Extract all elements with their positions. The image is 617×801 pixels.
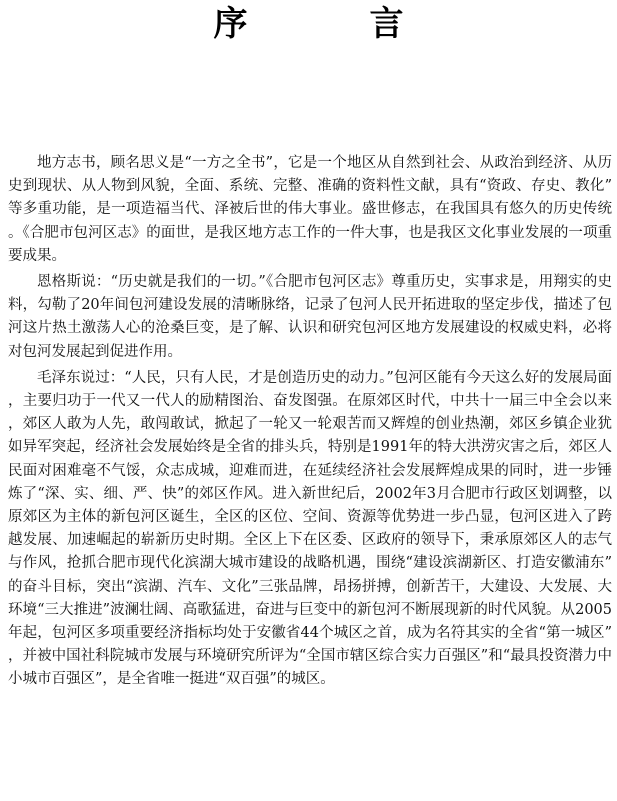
page-title: 序 言 (213, 4, 448, 44)
paragraph-3: 毛泽东说过：“人民，只有人民，才是创造历史的动力。”包河区能有今天这么好的发展局面，主要归功于一代又一代人的励精图治、奋发图强。在原郊区时代，中共十一届三中全会以来，郊区人敢为人先，敢闯敢试，掀起了一轮又一轮艰苦而又辉煌的创业热潮，郊区乡镇企业犹如异军突起，经济社会发展始终是全省的排头兵，特别是1991年的特大洪涝灾害之后，郊区人民面对困难毫不气馁，众志成城，迎难而进，在延续经济社会发展辉煌成果的同时，进一步锤炼了“深、实、细、严、快”的郊区作风。进入新世纪后，2002年3月合肥市行政区划调整，以原郊区为主体的新包河区诞生，全区的区位、空间、资源等优势进一步凸显，包河区进入了跨越发展、加速崛起的崭新历史时期。全区上下在区委、区政府的领导下，秉承原郊区人的志气与作风，抢抓合肥市现代化滨湖大城市建设的战略机遇，围绕“建设滨湖新区、打造安徽浦东”的奋斗目标，突出“滨湖、汽车、文化”三张品牌，昂扬拼搏，创新苦干，大建设、大发展、大环境“三大推进”波澜壮阔、高歌猛进，奋进与巨变中的新包河不断展现新的时代风貌。从2005年起，包河区多项重要经济指标均处于安徽省44个城区之首，成为名符其实的全省“第一城区”，并被中国社科院城市发展与环境研究所评为“全国市辖区综合实力百强区”和“最具投资潜力中小城市百强区”，是全省唯一挺进“双百强”的城区。 (8, 369, 612, 688)
paragraph-1: 地方志书，顾名思义是“一方之全书”，它是一个地区从自然到社会、从政治到经济、从历史到现状、从人物到风貌，全面、系统、完整、准确的资料性文献，具有“资政、存史、教化”等多重功能，是一项造福当代、泽被后世的伟大事业。盛世修志，在我国具有悠久的历史传统。《合肥市包河区志》的面世，是我区地方志工作的一件大事，也是我区文化事业发展的一项重要成果。 (8, 155, 612, 264)
body-text (8, 152, 612, 695)
paragraph-2: 恩格斯说：“历史就是我们的一切。”《合肥市包河区志》尊重历史，实事求是，用翔实的史料，勾勒了20年间包河建设发展的清晰脉络，记录了包河人民开拓进取的坚定步伐，描述了包河这片热土激荡人心的沧桑巨变，是了解、认识和研究包河区地方发展建设的权威史料，必将对包河发展起到促进作用。 (8, 274, 612, 360)
